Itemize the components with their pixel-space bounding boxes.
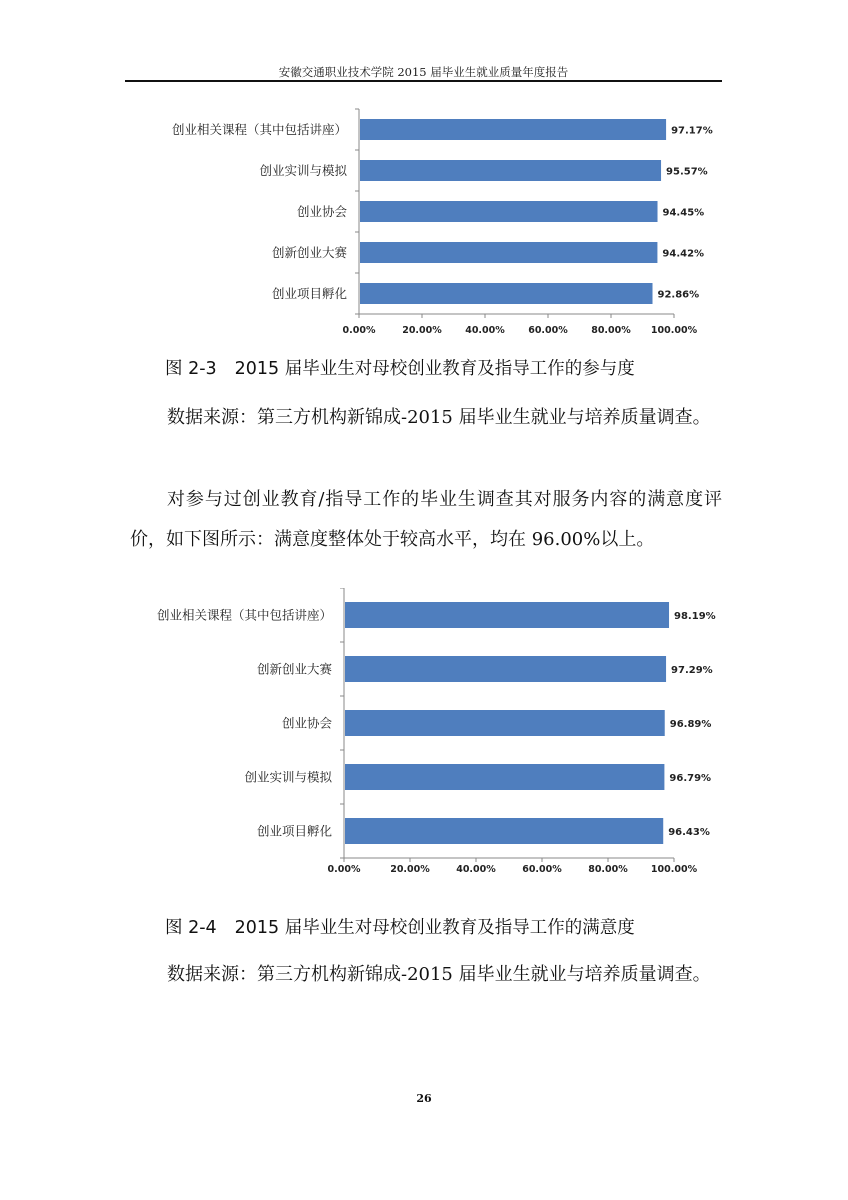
figure-caption-2-3	[165, 355, 635, 380]
category-label: 创业相关课程（其中包括讲座）	[156, 607, 332, 623]
satisfaction-chart-svg	[0, 588, 848, 878]
figure-number: 图 2-4	[165, 918, 217, 938]
figure-caption-text: 2015 届毕业生对母校创业教育及指导工作的满意度	[234, 918, 635, 938]
x-tick-label: 80.00%	[591, 325, 631, 336]
data-label: 94.45%	[662, 207, 705, 219]
x-tick-label: 60.00%	[528, 325, 568, 336]
header-rule	[125, 80, 722, 82]
bar	[345, 602, 669, 628]
category-label: 创业协会	[296, 204, 347, 219]
body-paragraph: 对参与过创业教育/指导工作的毕业生调查其对服务内容的满意度评价，如下图所示：满意度整体处于较高水平，均在 96.00%以上。	[130, 489, 722, 550]
figure-caption-2-4	[165, 914, 635, 939]
category-label: 创业实训与模拟	[259, 163, 347, 178]
bar	[345, 764, 664, 790]
bar	[345, 656, 666, 682]
data-label: 92.86%	[657, 289, 700, 301]
bar	[360, 242, 657, 263]
data-label: 96.43%	[668, 827, 710, 838]
bar	[360, 119, 666, 140]
figure-number: 图 2-3	[165, 359, 217, 379]
bar	[345, 818, 663, 844]
x-tick-label: 100.00%	[650, 325, 698, 336]
data-label: 98.19%	[674, 611, 716, 622]
category-label: 创业协会	[281, 715, 332, 731]
data-label: 95.57%	[666, 166, 708, 178]
participation-chart	[0, 100, 848, 340]
category-label: 创业相关课程（其中包括讲座）	[171, 122, 347, 137]
x-tick-label: 20.00%	[402, 325, 442, 336]
data-source-paragraph: 数据来源：第三方机构新锦成-2015 届毕业生就业与培养质量调查。	[167, 407, 711, 428]
data-label: 96.89%	[669, 719, 712, 730]
category-label: 创新创业大赛	[256, 661, 332, 677]
data-source-paragraph: 数据来源：第三方机构新锦成-2015 届毕业生就业与培养质量调查。	[167, 964, 711, 985]
data-label: 97.17%	[671, 125, 713, 137]
category-label: 创新创业大赛	[271, 245, 347, 260]
category-label: 创业项目孵化	[256, 823, 332, 839]
satisfaction-chart	[0, 588, 848, 878]
bar	[345, 710, 665, 736]
x-tick-label: 20.00%	[390, 864, 430, 875]
bar	[360, 201, 658, 222]
x-tick-label: 0.00%	[327, 864, 361, 875]
figure-caption-text: 2015 届毕业生对母校创业教育及指导工作的参与度	[234, 359, 635, 379]
data-label: 94.42%	[662, 248, 705, 260]
x-tick-label: 40.00%	[456, 864, 496, 875]
x-tick-label: 60.00%	[522, 864, 562, 875]
x-tick-label: 0.00%	[342, 325, 376, 336]
category-label: 创业项目孵化	[271, 286, 347, 301]
x-tick-label: 40.00%	[465, 325, 505, 336]
x-tick-label: 80.00%	[588, 864, 628, 875]
page-header: 安徽交通职业技术学院 2015 届毕业生就业质量年度报告	[278, 65, 569, 79]
x-tick-label: 100.00%	[650, 864, 698, 875]
category-label: 创业实训与模拟	[244, 769, 332, 785]
page-number: 26	[416, 1092, 432, 1105]
bar	[360, 283, 653, 304]
bar	[360, 160, 661, 181]
data-label: 96.79%	[669, 773, 712, 784]
participation-chart-svg	[0, 100, 848, 340]
data-label: 97.29%	[671, 665, 713, 676]
